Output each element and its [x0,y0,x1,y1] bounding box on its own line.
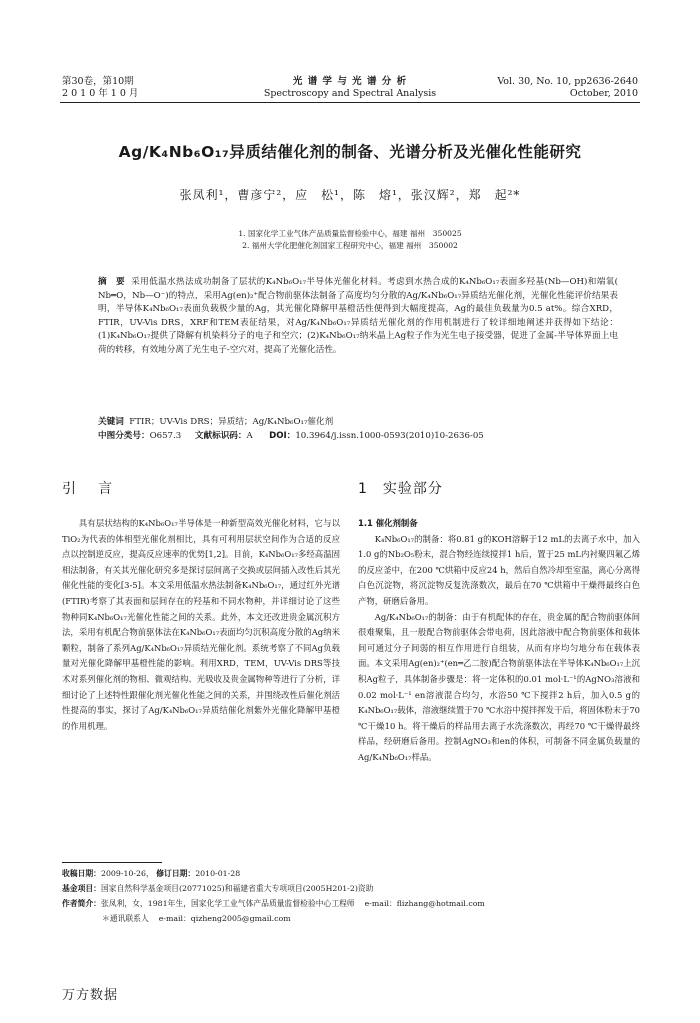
doi-label: DOI： [269,430,296,441]
affiliation-1: 1. 国家化学工业气体产品质量监督检验中心，福建 福州 350025 [238,229,462,238]
footnote-divider [62,862,162,863]
author-bio-line [62,896,640,911]
received-date: 2009-10-26， [100,869,154,878]
keywords-text: FTIR；UV-Vis DRS；异质结；Ag/K₄Nb₆O₁₇催化剂 [129,417,334,427]
abstract-label: 摘 要 [98,277,125,287]
contact-line [62,911,640,926]
exp-paragraph-1: K₄Nb₆O₁₇的制备：将0.81 g的KOH溶解于12 mL的去离子水中，加入1.0 g的Nb₂O₅粉末，混合物经连续搅拌1 h后，置于25 mL内衬聚四氟乙烯的反应釜中，在200 ℃烘箱中反应24 h，然后自然冷却至室温，离心分离得白色沉淀物，将沉淀物反复洗涤数次，最后在70 ℃烘箱中干燥得最终白色产物，研磨后备用。 [358,533,640,606]
author-bio-text: 张凤利，女，1981年生，国家化学工业气体产品质量监督检验中心工程师 [100,899,355,908]
fund-text: 国家自然科学基金项目(20771025)和福建省重大专项项目(2005H201-2)资助 [100,884,374,893]
contact-email: e-mail：qizheng2005@gmail.com [158,914,291,923]
journal-name-cn: 光 谱 学 与 光 谱 分 析 [292,76,408,87]
fund-label: 基金项目： [62,884,101,893]
doc-code-label: 文献标识码： [194,430,247,441]
dates-line [62,866,640,881]
subsection-heading: 1.1 催化剂制备 [358,518,418,528]
contact-label: ＊通讯联系人 [102,914,149,923]
intro-heading: 引 言 [62,481,116,497]
experimental-heading: 1 实验部分 [358,481,443,497]
exp-paragraph-2: Ag/K₄Nb₆O₁₇的制备：由于有机配体的存在，贵金属的配合物前驱体间很难聚集，且一般配合物前驱体会带电荷，因此溶液中配合物前驱体和载体间可通过分子间弱的相互作用进行自组装，从而有序均匀地分布在载体表面。本文采用Ag(en)₂⁺(en═乙二胺)配合物前驱体法在半导体K₄Nb₆O₁₇上沉积Ag粒子，具体制备步骤是：将一定体积的0.01 mol·L⁻¹的AgNO₃溶液和0.02 mol·L⁻¹ en溶液混合均匀，水浴50 ℃下搅拌2 h后，加入0.5 g的K₄Nb₆O₁₇载体，溶液继续置于70 ℃水浴中搅拌挥发干后，将固体粉末于70 ℃干燥10 h。将干燥后的样品用去离子水洗涤数次，再经70 ℃干燥得最终样品，经研磨后备用。控制AgNO₃和en的体积，可制备不同金属负载量的Ag/K₄Nb₆O₁₇样品。 [358,611,640,762]
author-email: e-mail：flizhang@hotmail.com [364,899,485,908]
watermark-text: 万方数据 [62,988,119,1003]
date-cn: 2 0 1 0 年 1 0 月 [62,88,139,99]
abstract [98,276,618,357]
author-list: 张凤利¹，曹彦宁²，应 松¹，陈 熔¹，张汉辉²，郑 起²* [179,188,521,202]
affiliation-2: 2. 福州大学化肥催化剂国家工程研究中心，福建 福州 350002 [242,241,458,250]
abstract-text: 采用低温水热法成功制备了层状的K₄Nb₆O₁₇半导体光催化材料。考虑到水热合成的K₄Nb₆O₁₇表面多羟基(Nb—OH)和端氧( Nb═O，Nb—O⁻)的特点，采用Ag(en)₂⁺配合物前驱体法制备了高度均匀分散的Ag/K₄Nb₆O₁₇异质结光催化剂，光催化性能评价结果表明，半导体K₄Nb₆O₁₇表面负载极少量的Ag，其光催化降解甲基橙活性便得到大幅度提高，Ag的最佳负载量为0.5 at%。综合XRD，FTIR，UV-Vis DRS，XRF和TEM表征结果，对Ag/K₄Nb₆O₁₇异质结光催化剂的作用机制进行了较详细地阐述并获得如下结论：(1)K₄Nb₆O₁₇提供了降解有机染料分子的电子和空穴；(2)K₄Nb₆O₁₇纳米晶上Ag粒子作为光生电子接受器，促进了金属-半导体界面上电荷的转移，有效地分离了光生电子-空穴对，提高了光催化活性。 [98,277,618,355]
intro-column [62,516,340,734]
keywords-block [98,416,618,443]
header-divider [60,102,640,103]
date-en: October, 2010 [569,88,638,99]
received-label: 收稿日期： [62,869,101,878]
revised-date: 2010-01-28 [195,869,241,878]
doc-code-value: A [246,430,253,441]
volume-cn: 第30卷，第10期 [62,76,134,87]
journal-name-en: Spectroscopy and Spectral Analysis [263,88,437,99]
clc-value: O657.3 [149,430,182,441]
paper-title: Ag/K₄Nb₆O₁₇异质结催化剂的制备、光谱分析及光催化性能研究 [118,143,582,161]
experimental-column [358,516,640,766]
issue-info-en [497,76,638,100]
doi-value: 10.3964/j.issn.1000-0593(2010)10-2636-05 [295,430,484,441]
revised-label: 修订日期： [156,869,196,878]
clc-label: 中图分类号： [98,430,150,441]
volume-en: Vol. 30, No. 10, pp2636-2640 [497,76,638,87]
keywords-label: 关键词 [98,417,124,427]
author-bio-label: 作者简介： [62,899,101,908]
intro-paragraph: 具有层状结构的K₄Nb₆O₁₇半导体是一种新型高效光催化材料，它与以TiO₂为代表的体相型光催化剂相比，具有可利用层状空间作为合适的反应点以控制逆反应，提高反应速率的优势[1,2]。目前，K₄Nb₆O₁₇多经高温固相法制备，有关其光催化研究多是探讨层间离子交换或层间插入改性后其光催化性能的变化[3-5]。本文采用低温水热法制备K₄Nb₆O₁₇，通过红外光谱(FTIR)考察了其表面和层间存在的羟基和不同水物种，并详细讨论了这些物种同K₄Nb₆O₁₇光催化性能之间的关系。此外，本文还改进贵金属沉积方法，采用有机配合物前驱体法在K₄Nb₆O₁₇表面均匀沉积高度分散的Ag纳米颗粒，制备了系列Ag/K₄Nb₆O₁₇异质结光催化剂。系统考察了不同Ag负载量对光催化降解甲基橙性能的影响。利用XRD，TEM，UV-Vis DRS等技术对系列催化剂的物相、微观结构、光吸收及贵金属物种等进行了分析，详细讨论了上述特性跟催化剂光催化性能之间的关系，并围绕改性后催化剂活性提高的事实，探讨了Ag/K₄Nb₆O₁₇异质结催化剂紫外光催化降解甲基橙的作用机理。 [62,518,340,731]
keywords-line [98,416,618,430]
footnotes [62,866,640,926]
affiliations [40,228,660,252]
fund-line [62,881,640,896]
classification-line [98,430,618,444]
